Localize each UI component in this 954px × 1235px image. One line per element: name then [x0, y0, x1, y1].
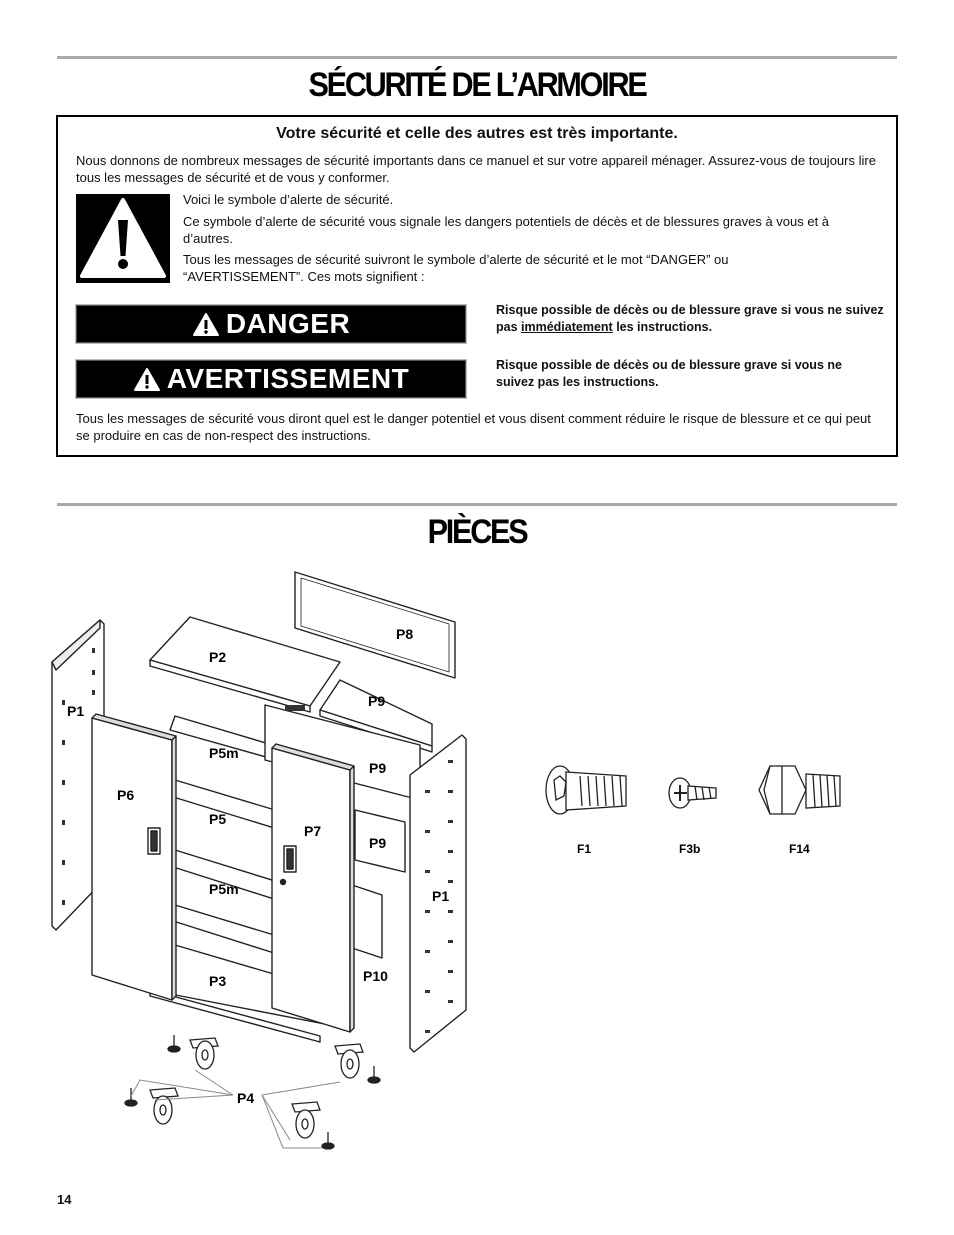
alert-symbol-icon: [133, 367, 161, 392]
safety-box: [56, 115, 898, 457]
page-number: 14: [57, 1192, 72, 1207]
label-p6: P6: [117, 787, 135, 803]
caster-wheel: [292, 1102, 320, 1138]
warning-label: AVERTISSEMENT: [166, 363, 410, 394]
fasteners: [546, 766, 840, 814]
warning-meaning: Risque possible de décès ou de blessure grave si vous ne suivez pas les instructions.: [496, 358, 842, 389]
leveler-foot: [168, 1035, 180, 1052]
label-p10: P10: [363, 968, 388, 984]
label-p3: P3: [209, 973, 227, 989]
cabinet-parts-diagram: [0, 560, 954, 1160]
label-p9-top: P9: [368, 693, 386, 709]
label-p5m-bottom: P5m: [209, 881, 239, 897]
leveler-foot: [322, 1132, 334, 1149]
label-p9-bottom: P9: [369, 835, 387, 851]
warning-triangle-icon: [76, 194, 170, 283]
warning-signal-banner: [76, 360, 466, 398]
leveler-foot: [125, 1088, 137, 1106]
symbol-line: Voici le symbole d’alerte de sécurité.: [183, 192, 394, 207]
label-f3b: F3b: [679, 842, 701, 856]
danger-label: DANGER: [225, 308, 351, 339]
parts-rule: [57, 503, 897, 506]
label-p8: P8: [396, 626, 414, 642]
symbol-description: Ce symbole d’alerte de sécurité vous signale les dangers potentiels de décès et de blessures graves à vous et à d’autres.: [183, 214, 830, 246]
label-p7: P7: [304, 823, 322, 839]
caster-wheel: [150, 1088, 178, 1124]
danger-signal-banner: [76, 305, 466, 343]
safety-heading: Votre sécurité et celle des autres est très importante.: [276, 125, 678, 142]
safety-section-title: SÉCURITÉ DE L’ARMOIRE: [308, 66, 646, 104]
part-p6-door: [92, 718, 172, 1000]
label-p1-right: P1: [432, 888, 450, 904]
label-f14: F14: [789, 842, 810, 856]
label-p1-left: P1: [67, 703, 85, 719]
safety-intro: Nous donnons de nombreux messages de sécurité importants dans ce manuel et sur votre appareil ménager. Assurez-vous de toujours lire tous les messages de sécurité et de vous y conformer.: [76, 153, 876, 185]
caster-wheel: [335, 1044, 363, 1078]
danger-meaning: Risque possible de décès ou de blessure grave si vous ne suivez pas immédiatement les instructions.: [496, 303, 884, 334]
top-rule: [57, 56, 897, 59]
leveler-foot: [368, 1066, 380, 1083]
part-p10-bracket: [352, 885, 382, 958]
parts-section-title: PIÈCES: [427, 513, 527, 551]
label-p4: P4: [237, 1090, 255, 1106]
f14-bolt-icon: [759, 766, 840, 814]
part-p7-door: [272, 748, 350, 1032]
caster-wheel: [190, 1038, 218, 1069]
label-p5: P5: [209, 811, 227, 827]
signal-words-description: Tous les messages de sécurité suivront le symbole d’alerte de sécurité et le mot “DANGER” ou “AVERTISSEMENT”. Ces mots signifient :: [183, 252, 729, 284]
label-f1: F1: [577, 842, 592, 856]
f1-screw-icon: [546, 766, 626, 814]
label-p5m-top: P5m: [209, 745, 239, 761]
label-p2: P2: [209, 649, 227, 665]
alert-symbol-icon: [192, 312, 220, 337]
f3b-screw-icon: [669, 778, 716, 808]
safety-footer: Tous les messages de sécurité vous diront quel est le danger potentiel et vous disent comment réduire le risque de blessure et ce qui peut se produire en cas de non-respect des instructions.: [76, 411, 871, 443]
label-p9-middle: P9: [369, 760, 387, 776]
